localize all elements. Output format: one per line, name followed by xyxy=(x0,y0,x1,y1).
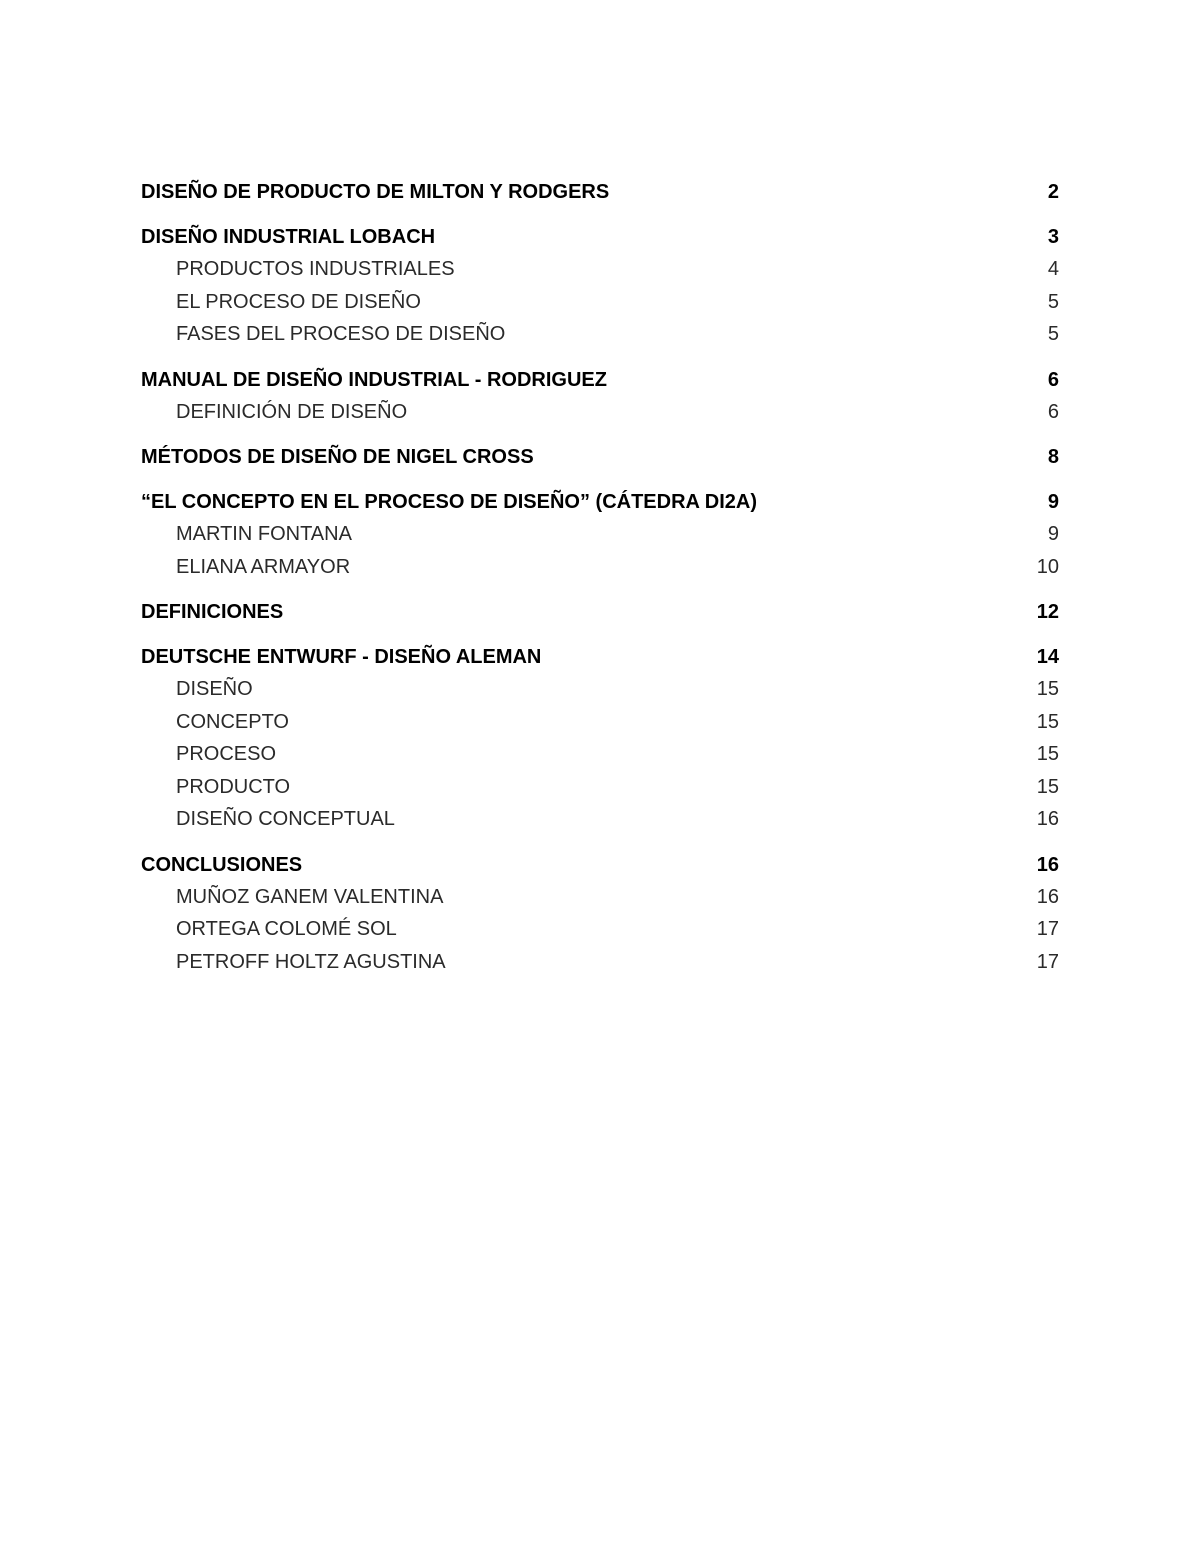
toc-entry-page: 4 xyxy=(1047,258,1059,280)
toc-entry-title: ORTEGA COLOMÉ SOL xyxy=(176,918,397,940)
toc-entry-page: 15 xyxy=(1036,775,1059,798)
toc-entry-page: 3 xyxy=(1047,226,1059,248)
toc-entry-page: 6 xyxy=(1047,400,1059,423)
toc-heading-entry[interactable] xyxy=(141,486,1059,518)
toc-heading-entry[interactable] xyxy=(141,221,1059,253)
toc-heading-entry[interactable] xyxy=(141,849,1059,881)
toc-subentry[interactable] xyxy=(141,706,1059,739)
toc-entry-title: PETROFF HOLTZ AGUSTINA xyxy=(176,950,446,973)
toc-entry-page: 16 xyxy=(1036,853,1059,876)
toc-subentry[interactable] xyxy=(141,396,1059,429)
toc-heading-entry[interactable] xyxy=(141,641,1059,673)
toc-entry-title: DISEÑO DE PRODUCTO DE MILTON Y RODGERS xyxy=(141,181,610,203)
toc-entry-page: 12 xyxy=(1036,601,1059,623)
toc-entry-title: PRODUCTOS INDUSTRIALES xyxy=(176,258,455,280)
toc-subentry[interactable] xyxy=(141,771,1059,804)
toc-entry-page: 10 xyxy=(1036,555,1059,578)
toc-entry-title: PROCESO xyxy=(176,743,277,765)
toc-subentry[interactable] xyxy=(141,551,1059,584)
toc-entry-title: EL PROCESO DE DISEÑO xyxy=(176,290,421,313)
toc-entry-page: 2 xyxy=(1047,181,1059,203)
toc-entry-title: DISEÑO CONCEPTUAL xyxy=(176,808,395,830)
toc-entry-page: 9 xyxy=(1047,523,1059,545)
toc-entry-page: 16 xyxy=(1036,808,1059,830)
toc-heading-entry[interactable] xyxy=(141,441,1059,473)
toc-entry-title: DEFINICIÓN DE DISEÑO xyxy=(176,400,408,423)
toc-subentry[interactable] xyxy=(141,946,1059,979)
toc-entry-page: 6 xyxy=(1047,368,1059,391)
toc-entry-page: 17 xyxy=(1036,950,1059,973)
toc-subentry[interactable] xyxy=(141,253,1059,286)
toc-entry-title: CONCEPTO xyxy=(176,710,289,733)
toc-entry-title: “EL CONCEPTO EN EL PROCESO DE DISEÑO” (CÁTEDRA DI2A) xyxy=(141,491,758,513)
toc-entry-page: 8 xyxy=(1047,446,1059,468)
table-of-contents xyxy=(141,176,1059,978)
toc-subentry[interactable] xyxy=(141,881,1059,914)
toc-subentry[interactable] xyxy=(141,318,1059,351)
toc-entry-title: DEFINICIONES xyxy=(141,601,284,623)
toc-entry-page: 15 xyxy=(1036,678,1059,700)
toc-entry-title: MANUAL DE DISEÑO INDUSTRIAL - RODRIGUEZ xyxy=(141,368,607,391)
toc-entry-title: CONCLUSIONES xyxy=(141,853,303,876)
toc-entry-title: DISEÑO INDUSTRIAL LOBACH xyxy=(141,226,436,248)
toc-entry-page: 5 xyxy=(1047,290,1059,313)
toc-subentry[interactable] xyxy=(141,738,1059,771)
toc-entry-page: 16 xyxy=(1036,885,1059,908)
toc-entry-title: DEUTSCHE ENTWURF - DISEÑO ALEMAN xyxy=(141,646,542,668)
toc-entry-page: 5 xyxy=(1047,323,1059,345)
toc-entry-title: FASES DEL PROCESO DE DISEÑO xyxy=(176,323,506,345)
toc-entry-title: DISEÑO xyxy=(176,678,253,700)
toc-entry-title: MARTIN FONTANA xyxy=(176,523,352,545)
toc-subentry[interactable] xyxy=(141,673,1059,706)
toc-entry-page: 15 xyxy=(1036,710,1059,733)
toc-subentry[interactable] xyxy=(141,913,1059,946)
toc-subentry[interactable] xyxy=(141,803,1059,836)
toc-entry-page: 9 xyxy=(1047,491,1059,513)
toc-heading-entry[interactable] xyxy=(141,176,1059,208)
toc-entry-title: MUÑOZ GANEM VALENTINA xyxy=(176,885,444,908)
toc-entry-page: 17 xyxy=(1036,918,1059,940)
toc-entry-title: MÉTODOS DE DISEÑO DE NIGEL CROSS xyxy=(141,446,534,468)
toc-subentry[interactable] xyxy=(141,518,1059,551)
toc-entry-title: PRODUCTO xyxy=(176,775,291,798)
toc-heading-entry[interactable] xyxy=(141,596,1059,628)
toc-entry-page: 15 xyxy=(1036,743,1059,765)
toc-entry-title: ELIANA ARMAYOR xyxy=(176,555,351,578)
toc-entry-page: 14 xyxy=(1036,646,1059,668)
toc-subentry[interactable] xyxy=(141,286,1059,319)
toc-heading-entry[interactable] xyxy=(141,364,1059,396)
